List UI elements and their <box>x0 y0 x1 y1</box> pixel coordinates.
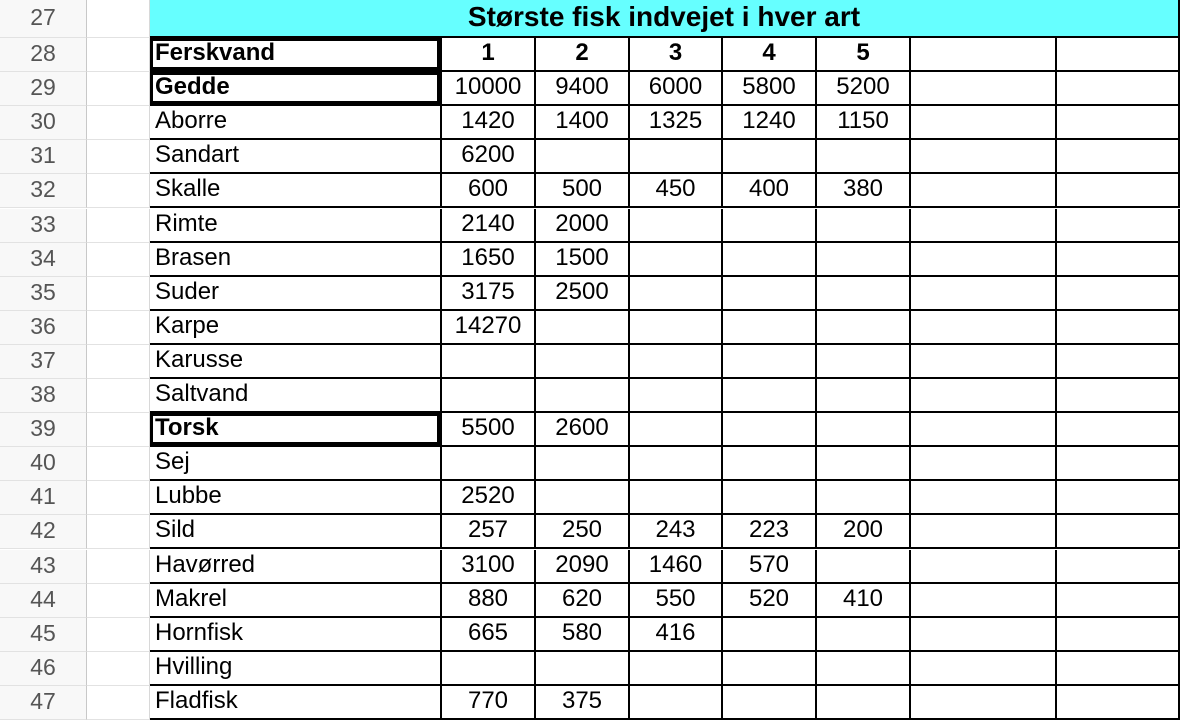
section-header-cell[interactable]: Gedde <box>150 72 442 106</box>
empty-cell[interactable] <box>1057 311 1180 345</box>
species-cell[interactable]: Karusse <box>150 345 442 379</box>
weight-cell[interactable]: 500 <box>536 174 630 208</box>
weight-cell[interactable] <box>630 311 723 345</box>
empty-cell[interactable] <box>1057 584 1180 618</box>
cell-b[interactable] <box>87 447 150 481</box>
weight-cell[interactable] <box>536 652 630 686</box>
weight-cell[interactable] <box>630 447 723 481</box>
weight-cell[interactable] <box>723 481 817 515</box>
weight-cell[interactable] <box>817 243 911 277</box>
weight-cell[interactable] <box>817 311 911 345</box>
weight-cell[interactable]: 5800 <box>723 72 817 106</box>
weight-cell[interactable] <box>723 686 817 720</box>
empty-cell[interactable] <box>911 140 1057 174</box>
weight-cell[interactable]: 570 <box>723 550 817 584</box>
weight-cell[interactable]: 2090 <box>536 550 630 584</box>
weight-cell[interactable] <box>630 277 723 311</box>
weight-cell[interactable] <box>723 345 817 379</box>
weight-cell[interactable] <box>817 447 911 481</box>
weight-cell[interactable] <box>723 652 817 686</box>
row-number[interactable]: 28 <box>0 38 87 72</box>
weight-cell[interactable]: 1420 <box>442 106 536 140</box>
weight-cell[interactable]: 257 <box>442 515 536 549</box>
row-number[interactable]: 30 <box>0 106 87 140</box>
weight-cell[interactable] <box>630 686 723 720</box>
species-cell[interactable]: Aborre <box>150 106 442 140</box>
species-cell[interactable]: Havørred <box>150 550 442 584</box>
weight-cell[interactable]: 520 <box>723 584 817 618</box>
weight-cell[interactable]: 250 <box>536 515 630 549</box>
empty-cell[interactable] <box>911 584 1057 618</box>
empty-cell[interactable] <box>1057 243 1180 277</box>
row-number[interactable]: 47 <box>0 686 87 720</box>
row-number[interactable]: 42 <box>0 515 87 549</box>
rank-header-cell[interactable]: 1 <box>442 38 536 72</box>
row-number[interactable]: 36 <box>0 311 87 345</box>
empty-cell[interactable] <box>1057 413 1180 447</box>
row-number[interactable]: 38 <box>0 379 87 413</box>
weight-cell[interactable] <box>630 140 723 174</box>
weight-cell[interactable]: 620 <box>536 584 630 618</box>
species-cell[interactable]: Hornfisk <box>150 618 442 652</box>
weight-cell[interactable] <box>630 652 723 686</box>
empty-cell[interactable] <box>911 174 1057 208</box>
cell-b[interactable] <box>87 243 150 277</box>
weight-cell[interactable]: 416 <box>630 618 723 652</box>
empty-cell[interactable] <box>911 345 1057 379</box>
species-cell[interactable]: Brasen <box>150 243 442 277</box>
empty-cell[interactable] <box>911 550 1057 584</box>
weight-cell[interactable] <box>723 413 817 447</box>
empty-cell[interactable] <box>1057 447 1180 481</box>
weight-cell[interactable]: 410 <box>817 584 911 618</box>
empty-cell[interactable] <box>1057 550 1180 584</box>
weight-cell[interactable]: 223 <box>723 515 817 549</box>
weight-cell[interactable] <box>817 652 911 686</box>
rank-header-cell[interactable]: 2 <box>536 38 630 72</box>
weight-cell[interactable] <box>536 481 630 515</box>
weight-cell[interactable] <box>723 618 817 652</box>
weight-cell[interactable] <box>536 345 630 379</box>
cell-b[interactable] <box>87 345 150 379</box>
weight-cell[interactable]: 400 <box>723 174 817 208</box>
weight-cell[interactable]: 6000 <box>630 72 723 106</box>
empty-cell[interactable] <box>911 72 1057 106</box>
row-number[interactable]: 32 <box>0 174 87 208</box>
section-header-cell[interactable]: Torsk <box>150 413 442 447</box>
weight-cell[interactable] <box>536 379 630 413</box>
row-number[interactable]: 43 <box>0 550 87 584</box>
rank-header-cell[interactable]: 5 <box>817 38 911 72</box>
empty-cell[interactable] <box>1057 38 1180 72</box>
cell-b[interactable] <box>87 584 150 618</box>
weight-cell[interactable]: 600 <box>442 174 536 208</box>
cell-b[interactable] <box>87 652 150 686</box>
weight-cell[interactable] <box>723 379 817 413</box>
empty-cell[interactable] <box>1057 174 1180 208</box>
empty-cell[interactable] <box>911 447 1057 481</box>
weight-cell[interactable] <box>723 447 817 481</box>
weight-cell[interactable] <box>817 618 911 652</box>
species-cell[interactable]: Skalle <box>150 174 442 208</box>
cell-b[interactable] <box>87 174 150 208</box>
row-number[interactable]: 34 <box>0 243 87 277</box>
empty-cell[interactable] <box>911 38 1057 72</box>
weight-cell[interactable]: 2500 <box>536 277 630 311</box>
sheet-title[interactable]: Største fisk indvejet i hver art <box>150 0 1180 38</box>
empty-cell[interactable] <box>911 277 1057 311</box>
empty-cell[interactable] <box>1057 209 1180 243</box>
species-cell[interactable]: Fladfisk <box>150 686 442 720</box>
row-number[interactable]: 27 <box>0 0 87 38</box>
weight-cell[interactable] <box>817 277 911 311</box>
rank-header-cell[interactable]: 3 <box>630 38 723 72</box>
species-cell[interactable]: Lubbe <box>150 481 442 515</box>
weight-cell[interactable]: 5500 <box>442 413 536 447</box>
empty-cell[interactable] <box>1057 481 1180 515</box>
cell-b[interactable] <box>87 413 150 447</box>
weight-cell[interactable] <box>817 481 911 515</box>
weight-cell[interactable]: 9400 <box>536 72 630 106</box>
weight-cell[interactable]: 1500 <box>536 243 630 277</box>
empty-cell[interactable] <box>1057 652 1180 686</box>
row-number[interactable]: 45 <box>0 618 87 652</box>
weight-cell[interactable] <box>630 209 723 243</box>
empty-cell[interactable] <box>1057 686 1180 720</box>
empty-cell[interactable] <box>911 379 1057 413</box>
row-number[interactable]: 29 <box>0 72 87 106</box>
empty-cell[interactable] <box>1057 277 1180 311</box>
empty-cell[interactable] <box>911 413 1057 447</box>
weight-cell[interactable]: 665 <box>442 618 536 652</box>
weight-cell[interactable]: 200 <box>817 515 911 549</box>
weight-cell[interactable]: 3175 <box>442 277 536 311</box>
cell-b[interactable] <box>87 72 150 106</box>
weight-cell[interactable] <box>817 209 911 243</box>
empty-cell[interactable] <box>1057 515 1180 549</box>
weight-cell[interactable]: 3100 <box>442 550 536 584</box>
weight-cell[interactable] <box>723 243 817 277</box>
weight-cell[interactable] <box>817 345 911 379</box>
empty-cell[interactable] <box>1057 72 1180 106</box>
section-header-cell[interactable]: Ferskvand <box>150 38 442 72</box>
row-number[interactable]: 39 <box>0 413 87 447</box>
weight-cell[interactable]: 14270 <box>442 311 536 345</box>
weight-cell[interactable] <box>723 140 817 174</box>
cell-b[interactable] <box>87 515 150 549</box>
weight-cell[interactable]: 243 <box>630 515 723 549</box>
row-number[interactable]: 46 <box>0 652 87 686</box>
weight-cell[interactable] <box>536 311 630 345</box>
rank-header-cell[interactable]: 4 <box>723 38 817 72</box>
weight-cell[interactable] <box>630 481 723 515</box>
species-cell[interactable]: Sej <box>150 447 442 481</box>
weight-cell[interactable] <box>536 140 630 174</box>
row-number[interactable]: 40 <box>0 447 87 481</box>
weight-cell[interactable]: 1150 <box>817 106 911 140</box>
cell-b[interactable] <box>87 379 150 413</box>
weight-cell[interactable] <box>817 686 911 720</box>
weight-cell[interactable]: 2600 <box>536 413 630 447</box>
empty-cell[interactable] <box>911 106 1057 140</box>
weight-cell[interactable]: 5200 <box>817 72 911 106</box>
weight-cell[interactable] <box>442 447 536 481</box>
weight-cell[interactable]: 580 <box>536 618 630 652</box>
weight-cell[interactable]: 2520 <box>442 481 536 515</box>
weight-cell[interactable]: 550 <box>630 584 723 618</box>
weight-cell[interactable] <box>630 379 723 413</box>
weight-cell[interactable] <box>630 413 723 447</box>
weight-cell[interactable]: 880 <box>442 584 536 618</box>
weight-cell[interactable]: 380 <box>817 174 911 208</box>
weight-cell[interactable] <box>817 550 911 584</box>
weight-cell[interactable] <box>723 277 817 311</box>
weight-cell[interactable]: 770 <box>442 686 536 720</box>
weight-cell[interactable] <box>442 652 536 686</box>
weight-cell[interactable]: 1460 <box>630 550 723 584</box>
cell-b[interactable] <box>87 106 150 140</box>
species-cell[interactable]: Karpe <box>150 311 442 345</box>
row-number[interactable]: 33 <box>0 209 87 243</box>
empty-cell[interactable] <box>1057 379 1180 413</box>
empty-cell[interactable] <box>911 311 1057 345</box>
weight-cell[interactable]: 2140 <box>442 209 536 243</box>
empty-cell[interactable] <box>1057 140 1180 174</box>
species-cell[interactable]: Sandart <box>150 140 442 174</box>
cell-b[interactable] <box>87 140 150 174</box>
species-cell[interactable]: Sild <box>150 515 442 549</box>
row-number[interactable]: 31 <box>0 140 87 174</box>
cell-b[interactable] <box>87 0 150 38</box>
empty-cell[interactable] <box>911 515 1057 549</box>
weight-cell[interactable] <box>817 413 911 447</box>
weight-cell[interactable]: 1650 <box>442 243 536 277</box>
weight-cell[interactable] <box>442 345 536 379</box>
weight-cell[interactable]: 1400 <box>536 106 630 140</box>
weight-cell[interactable]: 1240 <box>723 106 817 140</box>
cell-b[interactable] <box>87 686 150 720</box>
cell-b[interactable] <box>87 38 150 72</box>
row-number[interactable]: 44 <box>0 584 87 618</box>
cell-b[interactable] <box>87 311 150 345</box>
weight-cell[interactable] <box>817 140 911 174</box>
weight-cell[interactable]: 2000 <box>536 209 630 243</box>
cell-b[interactable] <box>87 209 150 243</box>
species-cell[interactable]: Suder <box>150 277 442 311</box>
cell-b[interactable] <box>87 550 150 584</box>
row-number[interactable]: 37 <box>0 345 87 379</box>
empty-cell[interactable] <box>911 686 1057 720</box>
weight-cell[interactable] <box>536 447 630 481</box>
weight-cell[interactable]: 6200 <box>442 140 536 174</box>
empty-cell[interactable] <box>1057 618 1180 652</box>
cell-b[interactable] <box>87 481 150 515</box>
empty-cell[interactable] <box>1057 345 1180 379</box>
species-cell[interactable]: Rimte <box>150 209 442 243</box>
row-number[interactable]: 35 <box>0 277 87 311</box>
weight-cell[interactable] <box>630 243 723 277</box>
row-number[interactable]: 41 <box>0 481 87 515</box>
weight-cell[interactable]: 450 <box>630 174 723 208</box>
cell-b[interactable] <box>87 618 150 652</box>
empty-cell[interactable] <box>1057 106 1180 140</box>
species-cell[interactable]: Makrel <box>150 584 442 618</box>
species-cell[interactable]: Hvilling <box>150 652 442 686</box>
weight-cell[interactable]: 10000 <box>442 72 536 106</box>
weight-cell[interactable] <box>723 311 817 345</box>
empty-cell[interactable] <box>911 618 1057 652</box>
weight-cell[interactable]: 375 <box>536 686 630 720</box>
empty-cell[interactable] <box>911 243 1057 277</box>
weight-cell[interactable] <box>817 379 911 413</box>
empty-cell[interactable] <box>911 481 1057 515</box>
weight-cell[interactable] <box>723 209 817 243</box>
weight-cell[interactable] <box>442 379 536 413</box>
empty-cell[interactable] <box>911 209 1057 243</box>
cell-b[interactable] <box>87 277 150 311</box>
weight-cell[interactable] <box>630 345 723 379</box>
species-cell[interactable]: Saltvand <box>150 379 442 413</box>
weight-cell[interactable]: 1325 <box>630 106 723 140</box>
empty-cell[interactable] <box>911 652 1057 686</box>
